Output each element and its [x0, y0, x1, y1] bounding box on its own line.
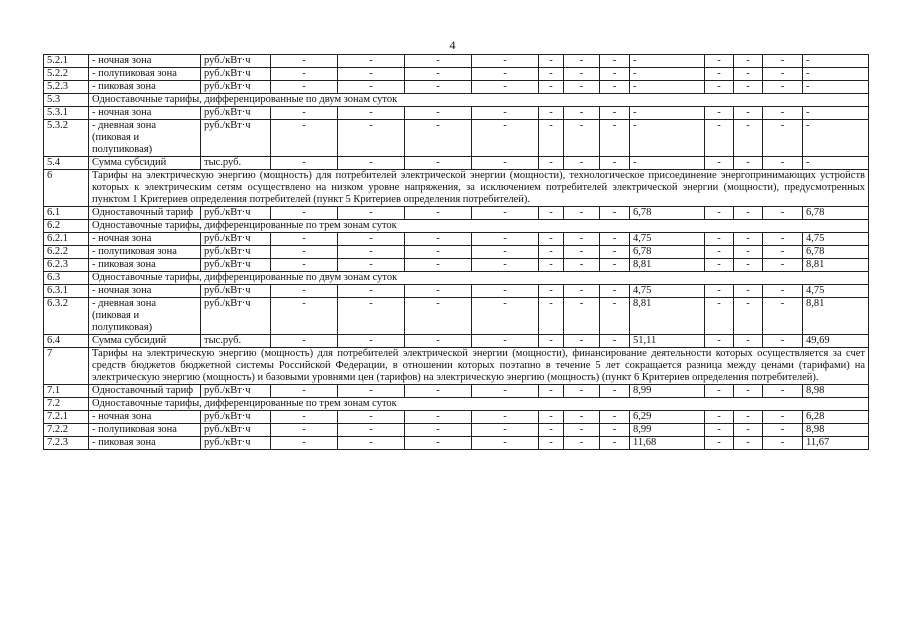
row-unit: руб./кВт·ч [201, 385, 271, 398]
row-name: - полупиковая зона [89, 424, 201, 437]
value-cell: - [763, 285, 803, 298]
value-cell: - [705, 107, 734, 120]
row-code: 6.1 [44, 207, 89, 220]
value-cell: - [472, 233, 539, 246]
row-name: - ночная зона [89, 411, 201, 424]
value-cell: - [705, 233, 734, 246]
section-row [44, 398, 869, 411]
value-cell: - [763, 157, 803, 170]
value-cell: - [600, 298, 630, 335]
value-cell: - [734, 411, 763, 424]
row-unit: руб./кВт·ч [201, 298, 271, 335]
row-name: Сумма субсидий [89, 335, 201, 348]
value-cell: 51,11 [630, 335, 705, 348]
row-unit: тыс.руб. [201, 335, 271, 348]
value-cell: - [705, 285, 734, 298]
value-cell: - [803, 68, 869, 81]
value-cell: - [338, 120, 405, 157]
value-cell: - [734, 157, 763, 170]
value-cell: - [705, 437, 734, 450]
value-cell: 8,81 [630, 298, 705, 335]
row-name: - пиковая зона [89, 259, 201, 272]
table-row [44, 424, 869, 437]
row-code: 7.2.2 [44, 424, 89, 437]
table-row [44, 285, 869, 298]
table-row [44, 107, 869, 120]
value-cell: - [539, 157, 564, 170]
value-cell: 4,75 [803, 233, 869, 246]
value-cell: - [803, 120, 869, 157]
value-cell: - [564, 233, 600, 246]
value-cell: - [405, 298, 472, 335]
row-name: Одноставочный тариф [89, 207, 201, 220]
value-cell: - [271, 424, 338, 437]
value-cell: 49,69 [803, 335, 869, 348]
section-row [44, 94, 869, 107]
row-code: 5.3.1 [44, 107, 89, 120]
value-cell: - [271, 68, 338, 81]
value-cell: - [539, 81, 564, 94]
value-cell: 8,81 [803, 298, 869, 335]
value-cell: - [600, 107, 630, 120]
row-code: 7.2.1 [44, 411, 89, 424]
value-cell: - [539, 411, 564, 424]
value-cell: - [705, 207, 734, 220]
row-code: 5.2.3 [44, 81, 89, 94]
value-cell: - [734, 424, 763, 437]
row-name: - ночная зона [89, 55, 201, 68]
value-cell: - [763, 385, 803, 398]
row-code: 7.2 [44, 398, 89, 411]
value-cell: - [734, 68, 763, 81]
row-code: 7.2.3 [44, 437, 89, 450]
row-name: - полупиковая зона [89, 68, 201, 81]
value-cell: - [705, 335, 734, 348]
value-cell: - [600, 246, 630, 259]
value-cell: 8,81 [630, 259, 705, 272]
value-cell: - [630, 68, 705, 81]
value-cell: - [630, 120, 705, 157]
value-cell: - [271, 335, 338, 348]
value-cell: - [539, 233, 564, 246]
value-cell: - [539, 246, 564, 259]
value-cell: - [472, 107, 539, 120]
value-cell: - [338, 437, 405, 450]
value-cell: - [271, 81, 338, 94]
table-row [44, 207, 869, 220]
value-cell: - [734, 207, 763, 220]
section-description: Тарифы на электрическую энергию (мощность) для потребителей электрической энергии (мощности), технологическое присоединение энергопринимающих устройств которых к электрическим сетям осуществлено на низком уровне напряжения, за исключением потребителей электрической энергии (мощности), предусмотренных пунктом 1 Критериев определения потребителей (пункт 5 Критериев определения потребителей). [89, 170, 869, 207]
row-unit: руб./кВт·ч [201, 207, 271, 220]
value-cell: - [472, 437, 539, 450]
value-cell: - [763, 120, 803, 157]
value-cell: - [338, 233, 405, 246]
row-unit: руб./кВт·ч [201, 411, 271, 424]
value-cell: - [734, 385, 763, 398]
value-cell: - [564, 298, 600, 335]
value-cell: - [405, 68, 472, 81]
value-cell: 8,99 [630, 385, 705, 398]
row-name: - ночная зона [89, 285, 201, 298]
value-cell: - [705, 68, 734, 81]
value-cell: - [763, 246, 803, 259]
row-unit: руб./кВт·ч [201, 120, 271, 157]
value-cell: - [705, 411, 734, 424]
value-cell: - [803, 107, 869, 120]
table-row [44, 55, 869, 68]
value-cell: - [405, 411, 472, 424]
value-cell: - [705, 246, 734, 259]
value-cell: - [564, 411, 600, 424]
row-unit: руб./кВт·ч [201, 285, 271, 298]
row-code: 6.2.3 [44, 259, 89, 272]
value-cell: - [338, 385, 405, 398]
value-cell: - [271, 157, 338, 170]
value-cell: - [763, 207, 803, 220]
section-title: Одноставочные тарифы, дифференцированные по трем зонам суток [89, 398, 869, 411]
row-unit: руб./кВт·ч [201, 107, 271, 120]
value-cell: - [271, 107, 338, 120]
value-cell: - [734, 246, 763, 259]
value-cell: - [338, 207, 405, 220]
value-cell: - [271, 437, 338, 450]
row-unit: руб./кВт·ч [201, 246, 271, 259]
value-cell: - [405, 246, 472, 259]
value-cell: - [405, 385, 472, 398]
value-cell: - [734, 120, 763, 157]
row-unit: тыс.руб. [201, 157, 271, 170]
section-title: Одноставочные тарифы, дифференцированные по трем зонам суток [89, 220, 869, 233]
value-cell: - [271, 285, 338, 298]
row-code: 7.1 [44, 385, 89, 398]
value-cell: - [405, 233, 472, 246]
value-cell: - [472, 120, 539, 157]
value-cell: - [763, 68, 803, 81]
value-cell: - [600, 335, 630, 348]
value-cell: - [405, 55, 472, 68]
row-unit: руб./кВт·ч [201, 424, 271, 437]
table-row [44, 157, 869, 170]
table-row [44, 385, 869, 398]
value-cell: - [600, 157, 630, 170]
value-cell: - [564, 81, 600, 94]
row-code: 6.2.1 [44, 233, 89, 246]
table-row [44, 335, 869, 348]
value-cell: - [405, 437, 472, 450]
value-cell: - [539, 424, 564, 437]
value-cell: - [405, 335, 472, 348]
row-code: 5.3.2 [44, 120, 89, 157]
row-code: 6.3.2 [44, 298, 89, 335]
value-cell: - [539, 298, 564, 335]
value-cell: - [539, 207, 564, 220]
table-row [44, 411, 869, 424]
value-cell: - [763, 55, 803, 68]
value-cell: - [539, 285, 564, 298]
row-name: - пиковая зона [89, 437, 201, 450]
value-cell: - [405, 120, 472, 157]
row-code: 5.4 [44, 157, 89, 170]
value-cell: - [803, 157, 869, 170]
value-cell: 11,67 [803, 437, 869, 450]
value-cell: 4,75 [630, 233, 705, 246]
value-cell: - [564, 107, 600, 120]
value-cell: - [630, 81, 705, 94]
row-unit: руб./кВт·ч [201, 233, 271, 246]
value-cell: - [271, 259, 338, 272]
value-cell: - [472, 385, 539, 398]
value-cell: - [734, 55, 763, 68]
value-cell: - [630, 107, 705, 120]
table-row [44, 120, 869, 157]
value-cell: 6,29 [630, 411, 705, 424]
row-unit: руб./кВт·ч [201, 437, 271, 450]
value-cell: - [600, 120, 630, 157]
value-cell: - [600, 207, 630, 220]
value-cell: 6,78 [803, 246, 869, 259]
table-row [44, 233, 869, 246]
value-cell: - [472, 335, 539, 348]
description-row [44, 348, 869, 385]
value-cell: - [600, 424, 630, 437]
value-cell: - [338, 298, 405, 335]
row-unit: руб./кВт·ч [201, 55, 271, 68]
value-cell: - [405, 424, 472, 437]
value-cell: - [539, 335, 564, 348]
row-code: 6.3 [44, 272, 89, 285]
row-code: 5.2.2 [44, 68, 89, 81]
value-cell: - [600, 437, 630, 450]
row-code: 6.2.2 [44, 246, 89, 259]
value-cell: 6,28 [803, 411, 869, 424]
value-cell: - [539, 259, 564, 272]
page-number: 4 [449, 38, 456, 52]
value-cell: - [564, 68, 600, 81]
value-cell: 8,98 [803, 424, 869, 437]
value-cell: - [564, 157, 600, 170]
value-cell: - [338, 157, 405, 170]
value-cell: - [705, 157, 734, 170]
value-cell: - [763, 424, 803, 437]
value-cell: - [338, 246, 405, 259]
value-cell: - [600, 259, 630, 272]
value-cell: - [734, 107, 763, 120]
value-cell: - [705, 424, 734, 437]
tariff-table [43, 54, 869, 450]
value-cell: - [705, 259, 734, 272]
row-name: - дневная зона (пиковая и полупиковая) [89, 298, 201, 335]
value-cell: - [600, 233, 630, 246]
value-cell: - [539, 437, 564, 450]
value-cell: - [472, 207, 539, 220]
value-cell: - [705, 55, 734, 68]
value-cell: - [600, 411, 630, 424]
section-row [44, 272, 869, 285]
table-row [44, 68, 869, 81]
value-cell: - [271, 246, 338, 259]
value-cell: - [539, 385, 564, 398]
value-cell: - [763, 411, 803, 424]
value-cell: - [564, 385, 600, 398]
value-cell: - [630, 157, 705, 170]
value-cell: - [600, 55, 630, 68]
value-cell: 6,78 [803, 207, 869, 220]
value-cell: - [271, 233, 338, 246]
section-row [44, 220, 869, 233]
value-cell: - [803, 55, 869, 68]
value-cell: - [734, 298, 763, 335]
value-cell: - [630, 55, 705, 68]
value-cell: - [472, 285, 539, 298]
row-code: 6.3.1 [44, 285, 89, 298]
value-cell: - [271, 207, 338, 220]
value-cell: - [472, 411, 539, 424]
value-cell: - [564, 259, 600, 272]
value-cell: - [338, 424, 405, 437]
value-cell: 6,78 [630, 246, 705, 259]
value-cell: - [472, 298, 539, 335]
value-cell: - [734, 259, 763, 272]
value-cell: - [539, 55, 564, 68]
value-cell: - [763, 335, 803, 348]
value-cell: - [763, 107, 803, 120]
value-cell: - [564, 246, 600, 259]
value-cell: - [564, 424, 600, 437]
value-cell: - [734, 285, 763, 298]
value-cell: - [271, 120, 338, 157]
value-cell: - [472, 246, 539, 259]
value-cell: - [472, 157, 539, 170]
value-cell: - [564, 55, 600, 68]
value-cell: - [338, 107, 405, 120]
value-cell: 11,68 [630, 437, 705, 450]
value-cell: - [271, 298, 338, 335]
value-cell: - [763, 437, 803, 450]
value-cell: - [600, 68, 630, 81]
value-cell: - [539, 120, 564, 157]
value-cell: - [271, 385, 338, 398]
value-cell: - [734, 233, 763, 246]
value-cell: - [405, 207, 472, 220]
value-cell: - [763, 233, 803, 246]
row-code: 6.2 [44, 220, 89, 233]
row-name: - ночная зона [89, 107, 201, 120]
value-cell: - [472, 81, 539, 94]
value-cell: - [564, 437, 600, 450]
value-cell: - [763, 259, 803, 272]
table-row [44, 259, 869, 272]
value-cell: - [564, 207, 600, 220]
row-name: Сумма субсидий [89, 157, 201, 170]
description-row [44, 170, 869, 207]
value-cell: 8,98 [803, 385, 869, 398]
value-cell: - [705, 120, 734, 157]
value-cell: - [405, 259, 472, 272]
row-name: - ночная зона [89, 233, 201, 246]
value-cell: - [338, 55, 405, 68]
value-cell: - [472, 55, 539, 68]
value-cell: - [338, 285, 405, 298]
value-cell: - [338, 335, 405, 348]
value-cell: - [600, 285, 630, 298]
section-title: Одноставочные тарифы, дифференцированные по двум зонам суток [89, 94, 869, 107]
value-cell: - [271, 411, 338, 424]
value-cell: - [600, 385, 630, 398]
row-unit: руб./кВт·ч [201, 259, 271, 272]
value-cell: - [539, 68, 564, 81]
row-code: 6.4 [44, 335, 89, 348]
value-cell: 8,81 [803, 259, 869, 272]
value-cell: - [564, 285, 600, 298]
value-cell: - [600, 81, 630, 94]
value-cell: 4,75 [630, 285, 705, 298]
value-cell: - [803, 81, 869, 94]
table-row [44, 246, 869, 259]
row-unit: руб./кВт·ч [201, 81, 271, 94]
value-cell: - [338, 411, 405, 424]
row-name: - пиковая зона [89, 81, 201, 94]
value-cell: - [734, 335, 763, 348]
row-code: 6 [44, 170, 89, 207]
value-cell: 4,75 [803, 285, 869, 298]
value-cell: - [472, 68, 539, 81]
value-cell: - [405, 157, 472, 170]
value-cell: - [705, 81, 734, 94]
value-cell: - [763, 298, 803, 335]
value-cell: - [705, 385, 734, 398]
value-cell: - [338, 68, 405, 81]
value-cell: - [405, 81, 472, 94]
row-name: Одноставочный тариф [89, 385, 201, 398]
row-code: 5.3 [44, 94, 89, 107]
table-row [44, 437, 869, 450]
table-row [44, 298, 869, 335]
value-cell: 8,99 [630, 424, 705, 437]
row-code: 7 [44, 348, 89, 385]
row-name: - полупиковая зона [89, 246, 201, 259]
value-cell: - [271, 55, 338, 68]
value-cell: - [564, 120, 600, 157]
section-title: Одноставочные тарифы, дифференцированные по двум зонам суток [89, 272, 869, 285]
section-description: Тарифы на электрическую энергию (мощность) для потребителей электрической энергии (мощности), финансирование деятельности которых осуществляется за счет средств бюджетов бюджетной системы Российской Федерации, в отношении которых поэтапно в течение 5 лет сокращается разница между ценами (тарифами) на электрическую энергию (мощность) и базовыми уровнями цен (тарифов) на электрическую энергию (мощность) (пункт 6 Критериев определения потребителей). [89, 348, 869, 385]
row-name: - дневная зона (пиковая и полупиковая) [89, 120, 201, 157]
value-cell: - [472, 259, 539, 272]
row-unit: руб./кВт·ч [201, 68, 271, 81]
value-cell: - [734, 437, 763, 450]
value-cell: - [472, 424, 539, 437]
value-cell: - [564, 335, 600, 348]
value-cell: - [405, 285, 472, 298]
value-cell: - [405, 107, 472, 120]
row-code: 5.2.1 [44, 55, 89, 68]
value-cell: - [338, 259, 405, 272]
value-cell: - [734, 81, 763, 94]
table-row [44, 81, 869, 94]
value-cell: - [705, 298, 734, 335]
value-cell: - [539, 107, 564, 120]
value-cell: 6,78 [630, 207, 705, 220]
value-cell: - [763, 81, 803, 94]
value-cell: - [338, 81, 405, 94]
